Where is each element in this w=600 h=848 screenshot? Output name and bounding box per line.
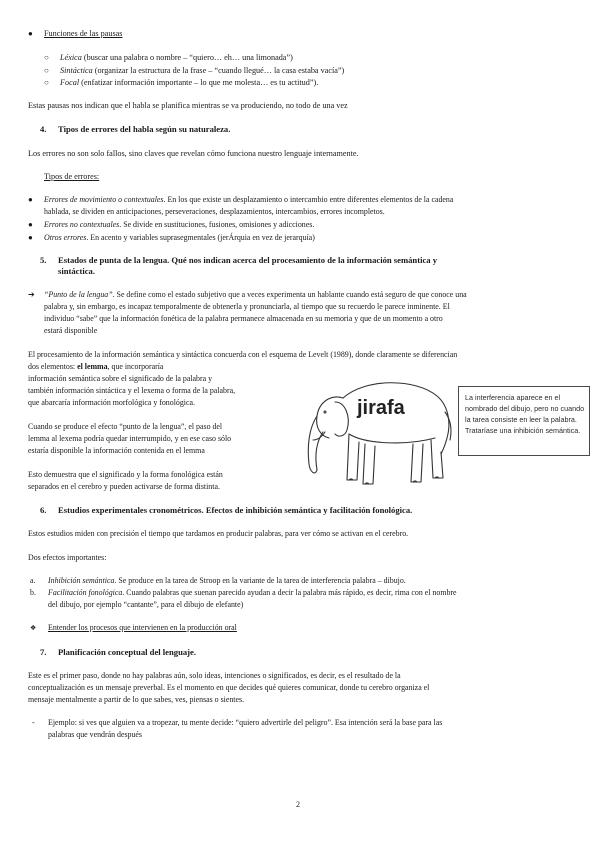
section-6-title: Estudios experimentales cronométricos. Efectos de inhibición semántica y facilitación fonológica.	[58, 505, 413, 515]
efecto-item: Inhibición semántica. Se produce en la tarea de Stroop en la variante de la tarea de interferencia palabra – dibujo.	[48, 576, 406, 585]
levelt-paragraph: El procesamiento de la información semántica y sintáctica concuerda con el esquema de Levelt (1989), donde claramente se diferencian	[28, 350, 458, 359]
tipos-errores-title: Tipos de errores:	[44, 172, 100, 181]
error-item: Errores no contextuales. Se divide en sustituciones, fusiones, omisiones y adicciones.	[44, 220, 315, 229]
arrow-icon: ➔	[28, 290, 35, 299]
section-4-number: 4.	[40, 124, 47, 134]
efecto-paragraph: estaría disponible la información contenida en el lemma	[28, 446, 205, 455]
efecto-item-cont: del dibujo, por ejemplo “cantante”, para el dibujo de elefante)	[48, 600, 244, 609]
section-7-number: 7.	[40, 647, 47, 657]
section-6-intro: Estos estudios miden con precisión el tiempo que tardamos en producir palabras, para ver cómo se activan en el cerebro.	[28, 529, 409, 538]
bullet-dot: ●	[28, 29, 33, 38]
demuestra-paragraph: Esto demuestra que el significado y la forma fonológica están	[28, 470, 223, 479]
section-4-title: Tipos de errores del habla según su naturaleza.	[58, 124, 231, 134]
list-marker: a.	[30, 576, 36, 585]
section-6-number: 6.	[40, 505, 47, 515]
section-7-paragraph: Este es el primer paso, donde no hay palabras aún, solo ideas, intenciones o significados, es decir, es el resultado de la	[28, 671, 401, 680]
bullet-dot: ●	[28, 195, 33, 204]
pausa-item: Léxica (buscar una palabra o nombre – “quiero… eh… una limonada”)	[60, 53, 293, 62]
error-item: Errores de movimiento o contextuales. En los que existe un desplazamiento o intercambio entre diferentes elementos de la cadena	[44, 195, 454, 204]
bullet-circle: ○	[44, 66, 49, 75]
levelt-paragraph: información semántica sobre el significado de la palabra y	[28, 374, 213, 383]
punta-definition-cont: individuo “sabe” que la información fonética de la palabra permanece almacenada en su memoria y que de un momento a otro	[44, 314, 443, 323]
section-5-title-cont: sintáctica.	[58, 266, 95, 276]
pausas-title: Funciones de las pausas	[44, 29, 123, 38]
entender-procesos: Entender los procesos que intervienen en la producción oral	[48, 623, 237, 632]
interference-callout: La interferencia aparece en el nombrado del dibujo, pero no cuando la tarea consiste en leer la palabra. Trataríase una inhibición semántica.	[458, 386, 590, 456]
section-5-title: Estados de punta de la lengua. Qué nos indican acerca del procesamiento de la información semántica y	[58, 255, 438, 265]
image-label: jirafa	[357, 397, 405, 419]
punta-definition: “Punto de la lengua”. Se define como el estado subjetivo que a veces experimenta un hablante cuando está seguro de que conoce una	[44, 290, 467, 299]
page-number: 2	[296, 800, 300, 809]
list-marker: b.	[30, 588, 36, 597]
ejemplo: Ejemplo: si ves que alguien va a tropezar, tu mente decide: “quiero advertirle del peligro”. Esa intención será la base para las	[48, 718, 443, 727]
levelt-paragraph: también información sintáctica y el lexema o forma de la palabra,	[28, 386, 236, 395]
pausa-item: Sintáctica (organizar la estructura de la frase – “cuando llegué… la casa estaba vacía”)	[60, 66, 345, 75]
section-4-intro: Los errores no son solo fallos, sino claves que revelan cómo funciona nuestro lenguaje internamente.	[28, 149, 359, 158]
dash-bullet: -	[32, 718, 35, 727]
section-7-paragraph: mensaje mentalmente a partir de lo que sabes, ves, piensas o sientes.	[28, 695, 245, 704]
efecto-item: Facilitación fonológica. Cuando palabras que suenan parecido ayudan a decir la palabra más rápido, es decir, rima con el nombre	[48, 588, 457, 597]
section-7-paragraph: conceptualización es un mensaje preverbal. Es el momento en que decides qué quieres comunicar, donde tu cerebro organiza el	[28, 683, 430, 692]
punta-definition-cont: estará disponible	[44, 326, 98, 335]
levelt-paragraph: que abarcaría información morfológica y fonológica.	[28, 398, 195, 407]
error-item-cont: hablada, se dividen en anticipaciones, perseveraciones, desplazamientos, intercambios, errores incompletos.	[44, 207, 385, 216]
efectos-title: Dos efectos importantes:	[28, 553, 107, 562]
bullet-dot: ●	[28, 220, 33, 229]
bullet-circle: ○	[44, 53, 49, 62]
ejemplo-cont: palabras que vendrán después	[48, 730, 142, 739]
punta-definition-cont: palabra y, sin embargo, es incapaz temporalmente de obtenerla y pronunciarla, al tiempo que su recuerdo le parece inminente. El	[44, 302, 450, 311]
efecto-paragraph: Cuando se produce el efecto “punto de la lengua”, el paso del	[28, 422, 223, 431]
diamond-bullet-icon: ❖	[30, 624, 37, 632]
section-5-number: 5.	[40, 255, 47, 265]
demuestra-paragraph: separados en el cerebro y pueden activarse de forma distinta.	[28, 482, 220, 491]
bullet-circle: ○	[44, 78, 49, 87]
bullet-dot: ●	[28, 233, 33, 242]
section-7-title: Planificación conceptual del lenguaje.	[58, 647, 196, 657]
pausas-summary: Estas pausas nos indican que el habla se planifica mientras se va produciendo, no todo de una vez	[28, 101, 348, 110]
error-item: Otros errores. En acento y variables suprasegmentales (jerÁrquia en vez de jerarquía)	[44, 233, 315, 242]
elephant-drawing	[305, 372, 455, 490]
pausa-item: Focal (enfatizar información importante – lo que me molesta… es tu actitud”).	[60, 78, 319, 87]
levelt-paragraph: dos elementos: el lemma, que incorporaría	[28, 362, 164, 371]
efecto-paragraph: lemma al lexema podría quedar interrumpido, y en ese caso sólo	[28, 434, 232, 443]
